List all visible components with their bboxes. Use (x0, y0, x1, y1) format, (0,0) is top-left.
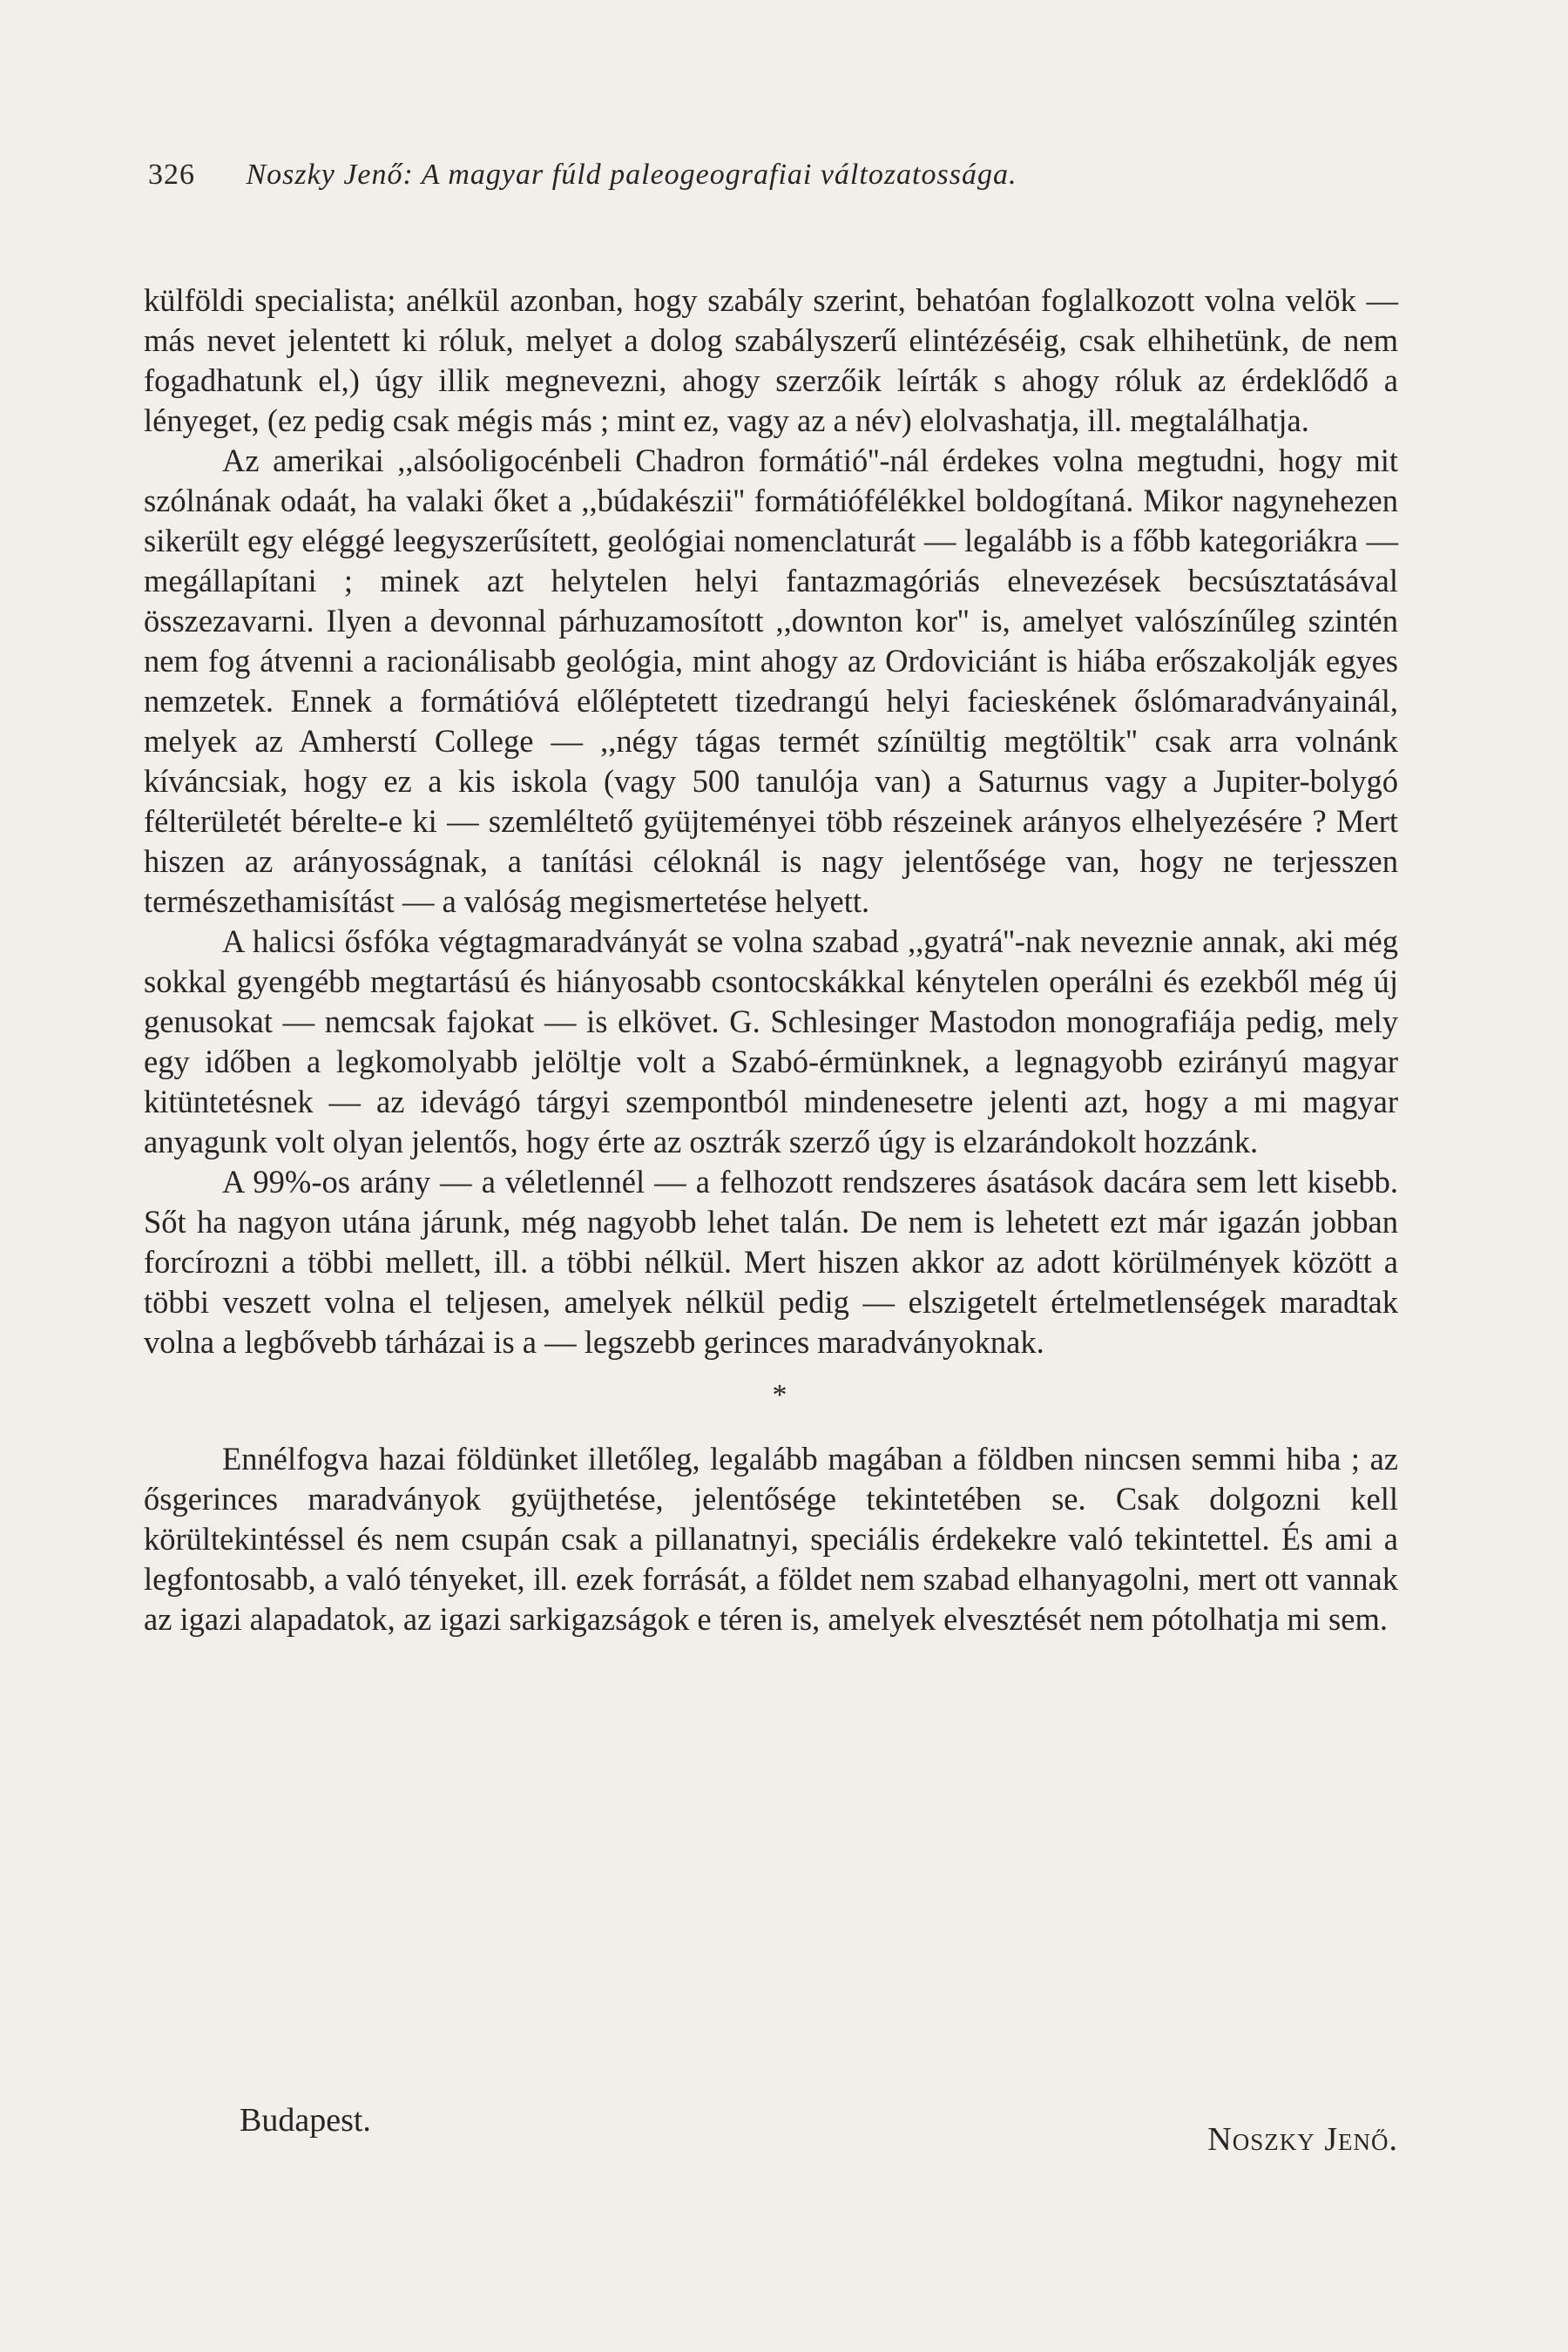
article-body (144, 280, 1398, 1639)
signature-author: Noszky Jenő. (1207, 2121, 1398, 2158)
paragraph-conclusion: Ennélfogva hazai földünket illetőleg, legalább magában a földben nincsen semmi hiba ; az ősgerinces maradványok gyüjthetése, jelentősége tekintetében se. Csak dolgozni kell körültekintéssel és nem csupán csak a pillanatnyi, speciális érdekekre való tekintettel. És ami a legfontosabb, a való tényeket, ill. ezek forrását, a földet nem szabad elhanyagolni, mert ott vannak az igazi alapadatok, az igazi sarkigazságok e téren is, amelyek elvesztését nem pótolhatja mi sem. (144, 1441, 1398, 1637)
paragraph-halicsi: A halicsi ősfóka végtagmaradványát se volna szabad ,,gyatrá''-nak neveznie annak, aki még sokkal gyengébb megtartású és hiányosabb csontocskákkal kénytelen operálni és ezekből még új genusokat — nemcsak fajokat — is elkövet. G. Schlesinger Mastodon monografiája pedig, mely egy időben a legkomolyabb jelöltje volt a Szabó-érmünknek, a legnagyobb ezirányú magyar kitüntetésnek — az idevágó tárgyi szempontból mindenesetre jelenti azt, hogy a mi magyar anyagunk volt olyan jelentős, hogy érte az osztrák szerző úgy is elzarándokolt hozzánk. (144, 923, 1398, 1159)
paragraph-chadron: Az amerikai ,,alsóoligocénbeli Chadron formátió''-nál érdekes volna megtudni, hogy mit szólnának odaát, ha valaki őket a ,,búdakészii'' formátiófélékkel boldogítaná. Mikor nagynehezen sikerült egy eléggé leegyszerűsített, geológiai nomenclaturát — legalább is a főbb kategoriákra — megállapítani ; minek azt helytelen helyi fantazmagóriás elnevezések becsúsztatásával összezavarni. Ilyen a devonnal párhuzamosított ,,downton kor'' is, amelyet valószínűleg szintén nem fog átvenni a racionálisabb geológia, mint ahogy az Ordoviciánt is hiába erőszakolják egyes nemzetek. Ennek a formátióvá előléptetett tizedrangú helyi facieskének őslómaradványainál, melyek az Amherstí College — ,,négy tágas termét színültig megtöltik'' csak arra volnánk kíváncsiak, hogy ez a kis iskola (vagy 500 tanulója van) a Saturnus vagy a Jupiter-bolygó félterületét bérelte-e ki — szemléltető gyüjteményei több részeinek arányos elhelyezésére ? Mert hiszen az arányosságnak, a tanítási céloknál is nagy jelentősége van, hogy ne terjesszen természethamisítást — a valóság megismertetése helyett. (144, 443, 1398, 919)
running-title: Noszky Jenő: A magyar fúld paleogeografiai változatossága. (246, 159, 1017, 191)
signature-block (144, 2099, 1398, 2160)
paragraph-continued: külföldi specialista; anélkül azonban, hogy szabály szerint, behatóan foglalkozott volna velök — más nevet jelentett ki róluk, melyet a dolog szabályszerű elintézéséig, csak elhihetünk, de nem fogadhatunk el,) úgy illik megnevezni, ahogy szerzőik leírták s ahogy róluk az érdeklődő a lényeget, (ez pedig csak mégis más ; mint ez, vagy az a név) elolvashatja, ill. megtalálhatja. (144, 282, 1398, 438)
page-number: 326 (148, 159, 195, 191)
paragraph-arany: A 99%-os arány — a véletlennél — a felhozott rendszeres ásatások dacára sem lett kisebb. Sőt ha nagyon utána járunk, még nagyobb lehet talán. De nem is lehetett ezt már igazán jobban forcírozni a többi mellett, ill. a többi nélkül. Mert hiszen akkor az adott körülmények között a többi veszett volna el teljesen, amelyek nélkül pedig — elszigetelt értelmetlenségek maradtak volna a legbővebb tárházai is a — legszebb gerinces maradványoknak. (144, 1164, 1398, 1360)
section-separator: * (772, 1379, 787, 1411)
signature-place: Budapest. (240, 2102, 371, 2139)
page-header (148, 153, 1411, 197)
